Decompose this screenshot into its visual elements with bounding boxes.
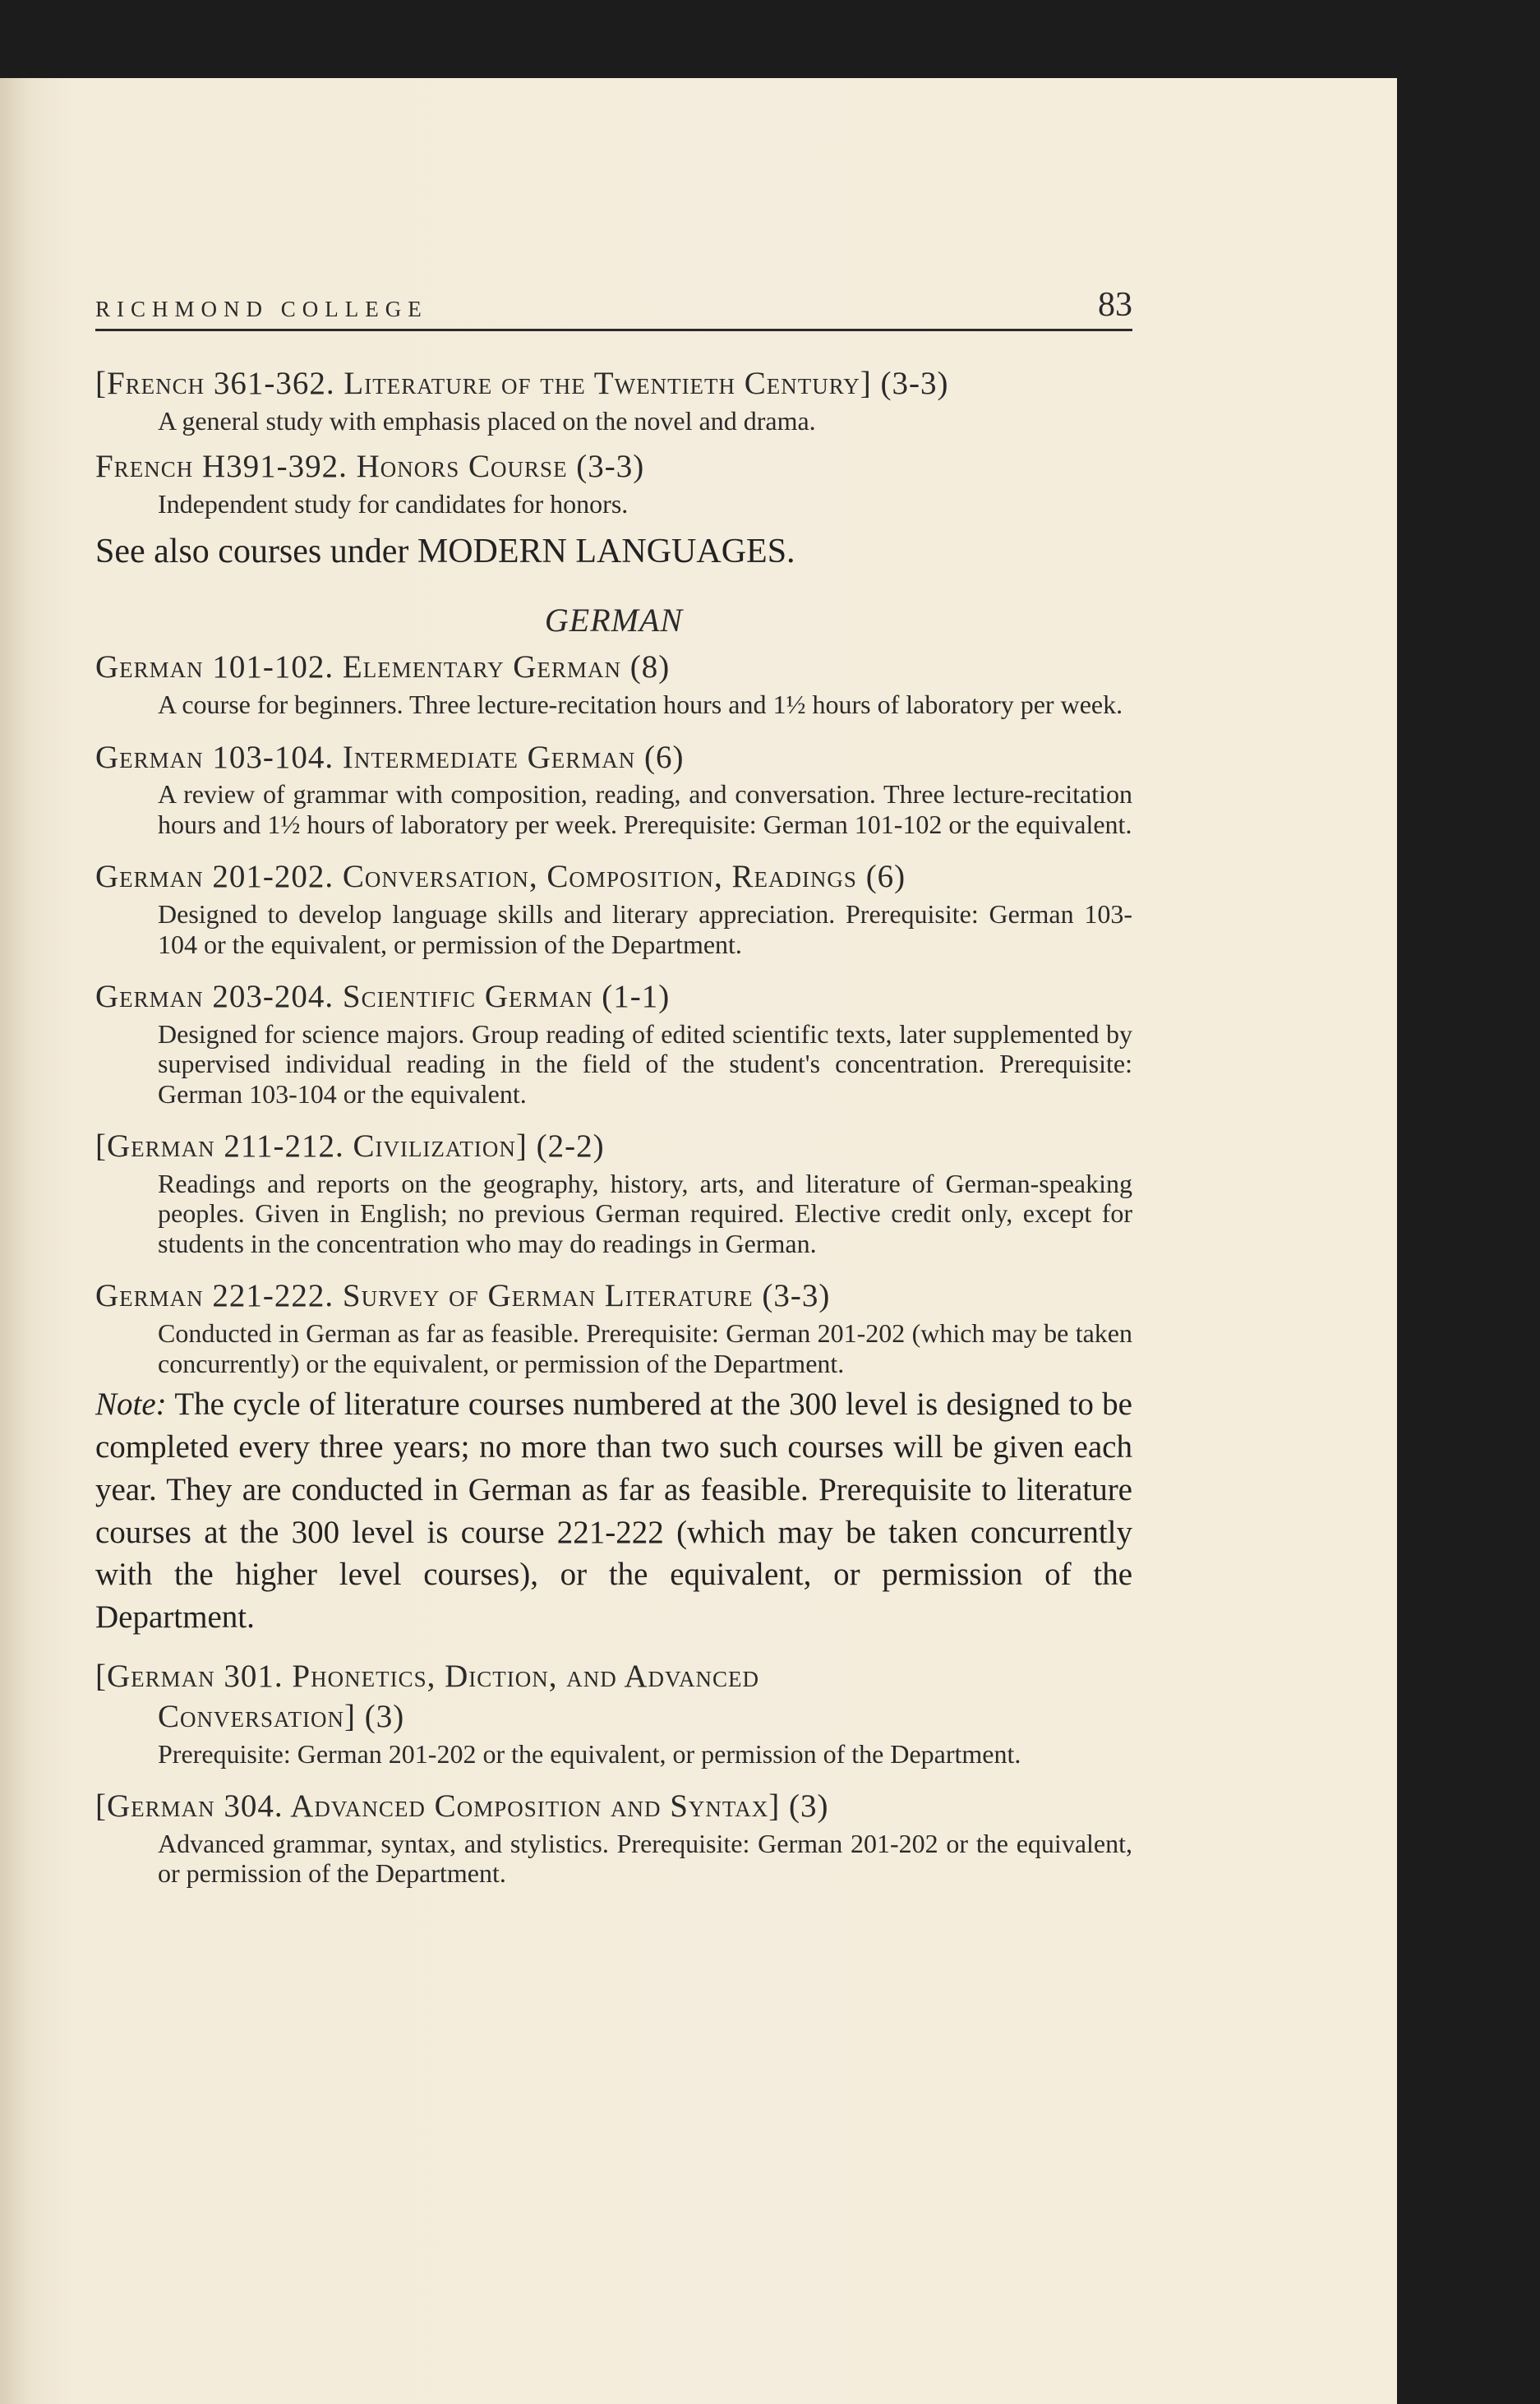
running-header bbox=[95, 288, 1132, 331]
course-entry bbox=[95, 1127, 1132, 1258]
note-text: The cycle of literature courses numbered at the 300 level is designed to be completed every three years; no more than two such courses will be given each year. They are conducted in German as far as feasible. Prerequisite to literature courses at the 300 level is course 221-222 (which may be taken concurrently with the higher level courses), or the equivalent, or permission of the Department. bbox=[95, 1387, 1132, 1636]
course-entry bbox=[95, 364, 1132, 436]
course-description: Readings and reports on the geography, history, arts, and literature of German-speaking peoples. Given in English; no previous German required. Elective credit only, except for students in the concentration who may do readings in German. bbox=[158, 1168, 1132, 1258]
course-description: A review of grammar with composition, reading, and conversation. Three lecture-recitation hours and 1½ hours of laboratory per week. Prerequisite: German 101-102 or the equivalent. bbox=[158, 779, 1132, 839]
course-description: Prerequisite: German 201-202 or the equivalent, or permission of the Department. bbox=[158, 1738, 1021, 1769]
note-lead: Note: bbox=[95, 1387, 167, 1423]
course-description: Designed for science majors. Group reading of edited scientific texts, later supplemented by supervised individual reading in the field of the student's concentration. Prerequisite: German 103-104 or the equivalent. bbox=[158, 1018, 1132, 1109]
page-number: 83 bbox=[1098, 286, 1132, 324]
see-also-note: See also courses under MODERN LANGUAGES. bbox=[95, 533, 795, 571]
course-description: Advanced grammar, syntax, and stylistics. Prerequisite: German 201-202 or the equivalent, or permission of the Department. bbox=[158, 1828, 1132, 1889]
course-entry bbox=[95, 738, 1132, 840]
course-entry bbox=[95, 1657, 1132, 1769]
course-entry bbox=[95, 1276, 1132, 1378]
course-heading: [French 361-362. Literature of the Twentieth Century] (3-3) bbox=[95, 366, 949, 401]
course-description: A general study with emphasis placed on the novel and drama. bbox=[158, 405, 816, 436]
course-description: A course for beginners. Three lecture-recitation hours and 1½ hours of laboratory per week. bbox=[158, 690, 1123, 720]
page-content bbox=[95, 288, 1132, 1889]
course-description: Independent study for candidates for honors. bbox=[158, 488, 629, 519]
course-entry bbox=[95, 1787, 1132, 1889]
course-heading-continued: Conversation] (3) bbox=[158, 1698, 405, 1734]
course-entry bbox=[95, 977, 1132, 1109]
course-description: Conducted in German as far as feasible. Prerequisite: German 201-202 (which may be taken concurrently) or the equivalent, or permission of the Department. bbox=[158, 1318, 1132, 1378]
literature-note bbox=[95, 1383, 1132, 1639]
course-heading: German 103-104. Intermediate German (6) bbox=[95, 739, 685, 775]
course-entry bbox=[95, 447, 1132, 519]
course-entry bbox=[95, 648, 1132, 719]
course-heading: [German 304. Advanced Composition and Syntax] (3) bbox=[95, 1788, 829, 1825]
course-heading: German 201-202. Conversation, Composition, Readings (6) bbox=[95, 859, 906, 895]
course-heading: French H391-392. Honors Course (3-3) bbox=[95, 449, 645, 485]
course-heading: German 101-102. Elementary German (8) bbox=[95, 649, 671, 685]
section-title-german: GERMAN bbox=[544, 602, 684, 639]
course-heading: [German 211-212. Civilization] (2-2) bbox=[95, 1128, 605, 1165]
course-description: Designed to develop language skills and literary appreciation. Prerequisite: German 103-104 or the equivalent, or permission of the Department. bbox=[158, 899, 1132, 959]
course-heading: [German 301. Phonetics, Diction, and Advanced bbox=[95, 1659, 760, 1695]
course-heading: German 221-222. Survey of German Literature (3-3) bbox=[95, 1278, 831, 1314]
book-page bbox=[0, 78, 1397, 2404]
course-heading: German 203-204. Scientific German (1-1) bbox=[95, 979, 671, 1015]
course-entry bbox=[95, 857, 1132, 959]
running-title: RICHMOND COLLEGE bbox=[95, 297, 428, 321]
